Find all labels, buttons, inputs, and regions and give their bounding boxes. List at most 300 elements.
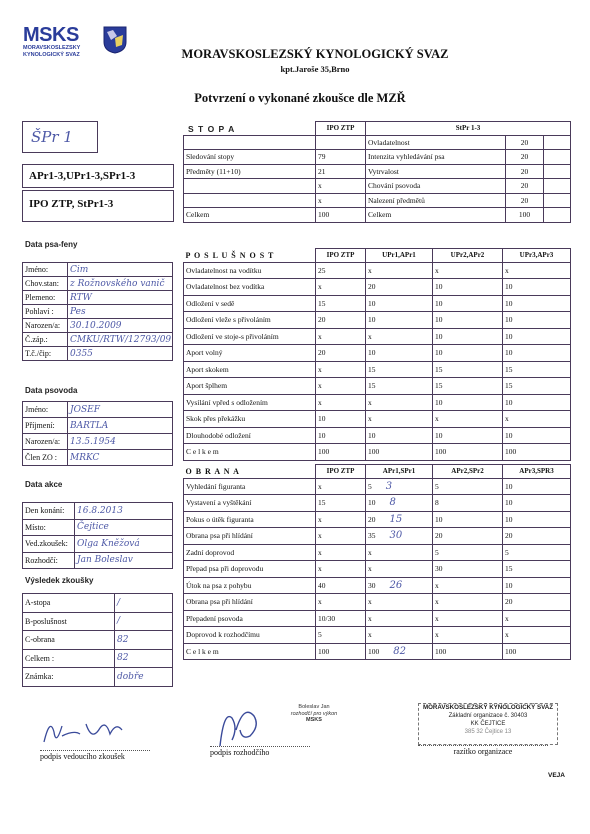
obrana-row [184, 627, 571, 644]
obrana-score: x [316, 544, 366, 561]
obrana-row [184, 610, 571, 627]
sig1-label: podpis vedoucího zkoušek [40, 750, 150, 761]
poslusnost-row [184, 427, 571, 444]
result-table [22, 593, 173, 687]
poslusnost-score: x [503, 411, 571, 428]
stopa-stpr-value: 20 [506, 135, 544, 150]
poslusnost-score: 10 [433, 427, 503, 444]
handler-field-row [23, 402, 173, 418]
stopa-ipo-label: Celkem [184, 208, 316, 223]
obrana-score: x [433, 627, 503, 644]
dog-field-value: RTW [68, 291, 173, 305]
obrana-col-1: IPO ZTP [316, 465, 366, 479]
handler-field-value: BARTLA [68, 418, 173, 434]
obrana-col-2: APr1,SPr1 [366, 465, 433, 479]
dog-section-title: Data psa-feny [25, 240, 78, 249]
handler-field-row [23, 434, 173, 450]
handler-field-value: 13.5.1954 [68, 434, 173, 450]
org-stamp-line-1: MORAVSKOSLEZSKÝ KYNOLOGICKÝ SVAZ [422, 704, 554, 711]
stopa-stpr-label: Celkem [366, 208, 506, 223]
dog-field-label: T.č./čip: [23, 347, 68, 361]
handler-section-title: Data psovoda [25, 386, 78, 395]
obrana-score: 5 [503, 544, 571, 561]
event-section-title: Data akce [25, 480, 63, 489]
obrana-score: x [316, 528, 366, 545]
poslusnost-score: 15 [316, 295, 366, 312]
handler-field-row [23, 450, 173, 466]
obrana-table [183, 464, 571, 660]
poslusnost-score: x [366, 328, 433, 345]
obrana-score: x [433, 577, 503, 594]
obrana-score-handwritten: 30 [389, 530, 403, 542]
org-stamp-line-3: KK ČEJTICE [470, 721, 506, 727]
judge-stamp-line-1: Boleslav Jan [298, 704, 330, 710]
exam-list-1: APr1-3,UPr1-3,SPr1-3 [29, 170, 136, 182]
stopa-stpr-value: 20 [506, 164, 544, 179]
dog-field-row [23, 333, 173, 347]
result-field-row [23, 594, 173, 613]
dog-field-row [23, 347, 173, 361]
judge-stamp [278, 704, 350, 724]
poslusnost-row [184, 444, 571, 461]
stopa-row [184, 208, 571, 223]
stopa-hw-cell [544, 150, 571, 165]
stopa-ipo-label [184, 193, 316, 208]
poslusnost-score: 10 [316, 427, 366, 444]
dog-field-label: Pohlaví : [23, 305, 68, 319]
obrana-row [184, 495, 571, 512]
stopa-ipo-value [316, 135, 366, 150]
stopa-title-cell [184, 122, 316, 136]
obrana-score: 40 [316, 577, 366, 594]
obrana-score: 10 [503, 478, 571, 495]
poslusnost-score: 10 [433, 312, 503, 329]
obrana-exercise: C e l k e m [184, 643, 316, 660]
poslusnost-exercise: Vysílání vpřed s odložením [184, 394, 316, 411]
dog-field-label: Plemeno: [23, 291, 68, 305]
poslusnost-col-1: IPO ZTP [316, 249, 366, 263]
obrana-exercise: Obrana psa při hlídání [184, 594, 316, 611]
dog-field-label: Narozen/a: [23, 319, 68, 333]
poslusnost-row [184, 411, 571, 428]
obrana-score-printed: 30 [368, 580, 376, 590]
stopa-row [184, 135, 571, 150]
event-field-value: Čejtice [75, 519, 173, 536]
dog-field-value: z Rožnovského vanič [68, 277, 173, 291]
dog-field-row [23, 263, 173, 277]
judge-stamp-line-3: MSKS [306, 717, 322, 723]
stopa-title: S T O P A [188, 124, 236, 134]
result-field-label: Známka: [23, 668, 115, 687]
result-field-row [23, 668, 173, 687]
poslusnost-score: 10 [316, 411, 366, 428]
obrana-score-handwritten: 15 [389, 513, 403, 525]
dog-field-value: Cim [68, 263, 173, 277]
poslusnost-score: 10 [433, 345, 503, 362]
poslusnost-title: P O S L U Š N O S T [184, 249, 316, 263]
stopa-row [184, 193, 571, 208]
obrana-score: 100 [316, 643, 366, 660]
stopa-hw-cell [544, 164, 571, 179]
poslusnost-score: 15 [433, 361, 503, 378]
obrana-score: 15 [503, 561, 571, 578]
stopa-hw-cell [544, 193, 571, 208]
poslusnost-row [184, 312, 571, 329]
obrana-row [184, 643, 571, 660]
obrana-score-handwritten: 8 [389, 497, 396, 509]
event-field-label: Rozhodčí: [23, 552, 75, 569]
stopa-ipo-value: x [316, 193, 366, 208]
obrana-exercise: Přepadení psovoda [184, 610, 316, 627]
poslusnost-score: x [503, 262, 571, 279]
poslusnost-score: 20 [316, 345, 366, 362]
result-field-label: B-poslušnost [23, 612, 115, 631]
obrana-exercise: Vyhledání figuranta [184, 478, 316, 495]
poslusnost-score: x [316, 378, 366, 395]
obrana-col-3: APr2,SPr2 [433, 465, 503, 479]
poslusnost-score: 15 [503, 361, 571, 378]
stopa-ipo-label [184, 135, 316, 150]
obrana-score: x [316, 561, 366, 578]
poslusnost-score: 10 [433, 279, 503, 296]
poslusnost-row [184, 262, 571, 279]
obrana-score: x [316, 511, 366, 528]
stopa-hw-cell [544, 208, 571, 223]
poslusnost-score: 10 [366, 345, 433, 362]
handler-field-label: Příjmení: [23, 418, 68, 434]
poslusnost-score: 10 [503, 394, 571, 411]
poslusnost-score: x [316, 361, 366, 378]
poslusnost-score: 15 [366, 361, 433, 378]
obrana-score: x [366, 544, 433, 561]
event-field-row [23, 503, 173, 520]
dog-field-label: Č.záp.: [23, 333, 68, 347]
stopa-ipo-value: 21 [316, 164, 366, 179]
poslusnost-table [183, 248, 571, 461]
poslusnost-score: x [366, 411, 433, 428]
crest-icon [103, 26, 127, 54]
poslusnost-score: x [316, 394, 366, 411]
result-field-value: / [115, 594, 173, 613]
exam-list-box-1 [22, 164, 174, 188]
dog-field-value: 0355 [68, 347, 173, 361]
poslusnost-score: x [433, 411, 503, 428]
event-table [22, 502, 173, 569]
org-name: MORAVSKOSLEZSKÝ KYNOLOGICKÝ SVAZ [181, 47, 449, 61]
obrana-score [366, 643, 433, 660]
poslusnost-exercise: Dlouhodobé odložení [184, 427, 316, 444]
dog-field-value: Pes [68, 305, 173, 319]
exam-list-2: IPO ZTP, StPr1-3 [29, 198, 114, 210]
poslusnost-score: x [366, 262, 433, 279]
obrana-score-handwritten: 82 [393, 645, 406, 657]
poslusnost-col-2: UPr1,APr1 [366, 249, 433, 263]
handler-field-value: JOSEF [68, 402, 173, 418]
result-field-value: 82 [115, 631, 173, 650]
result-field-row [23, 631, 173, 650]
result-field-label: Celkem : [23, 649, 115, 668]
stopa-col-ipo: IPO ZTP [316, 122, 366, 136]
poslusnost-score: x [316, 328, 366, 345]
judge-stamp-line-2: rozhodčí pro výkon [290, 710, 338, 717]
handler-field-value: MRKC [68, 450, 173, 466]
handler-field-label: Jméno: [23, 402, 68, 418]
obrana-score [366, 511, 433, 528]
obrana-score: x [503, 627, 571, 644]
stopa-stpr-value: 20 [506, 193, 544, 208]
poslusnost-score: 25 [316, 262, 366, 279]
result-field-row [23, 649, 173, 668]
poslusnost-score: 10 [503, 312, 571, 329]
poslusnost-score: 15 [366, 378, 433, 395]
poslusnost-exercise: Aport volný [184, 345, 316, 362]
stopa-hw-cell [544, 179, 571, 194]
stopa-ipo-value: 79 [316, 150, 366, 165]
poslusnost-score: 10 [366, 312, 433, 329]
org-stamp [418, 703, 558, 745]
obrana-score: x [316, 478, 366, 495]
poslusnost-row [184, 328, 571, 345]
logo-text: MSKS [23, 24, 79, 46]
stopa-ipo-value: x [316, 179, 366, 194]
stopa-stpr-label: Chování psovoda [366, 179, 506, 194]
poslusnost-exercise: Skok přes překážku [184, 411, 316, 428]
obrana-score: 100 [433, 643, 503, 660]
obrana-score [366, 495, 433, 512]
obrana-score: 20 [503, 528, 571, 545]
event-field-label: Místo: [23, 519, 75, 536]
poslusnost-col-4: UPr3,APr3 [503, 249, 571, 263]
poslusnost-score: 10 [503, 328, 571, 345]
obrana-score: 20 [503, 594, 571, 611]
obrana-row [184, 577, 571, 594]
poslusnost-col-3: UPr2,APr2 [433, 249, 503, 263]
obrana-score: 100 [503, 643, 571, 660]
poslusnost-score: 15 [503, 378, 571, 395]
obrana-score-printed: 35 [368, 531, 376, 541]
poslusnost-score: 10 [503, 345, 571, 362]
poslusnost-row [184, 394, 571, 411]
stopa-stpr-value: 100 [506, 208, 544, 223]
result-field-row [23, 612, 173, 631]
obrana-row [184, 511, 571, 528]
poslusnost-exercise: Ovladatelnost bez vodítka [184, 279, 316, 296]
poslusnost-score: x [366, 394, 433, 411]
poslusnost-exercise: Odložení v sedě [184, 295, 316, 312]
obrana-score: 5 [433, 544, 503, 561]
poslusnost-score: 100 [316, 444, 366, 461]
poslusnost-score: 10 [503, 427, 571, 444]
stopa-ipo-label: Sledování stopy [184, 150, 316, 165]
stopa-ipo-value: 100 [316, 208, 366, 223]
poslusnost-score: 10 [503, 295, 571, 312]
dog-field-label: Chov.stan: [23, 277, 68, 291]
dog-field-label: Jméno: [23, 263, 68, 277]
stopa-stpr-label: Intenzita vyhledávání psa [366, 150, 506, 165]
obrana-score-handwritten: 26 [389, 579, 403, 591]
obrana-exercise: Doprovod k rozhodčímu [184, 627, 316, 644]
poslusnost-row [184, 378, 571, 395]
obrana-score: 30 [433, 561, 503, 578]
org-address: kpt.Jaroše 35,Brno [280, 64, 350, 74]
event-field-value: 16.8.2013 [75, 503, 173, 520]
poslusnost-exercise: Ovladatelnost na vodítku [184, 262, 316, 279]
obrana-row [184, 528, 571, 545]
exam-code-box [22, 121, 98, 153]
obrana-header-row [184, 465, 571, 479]
obrana-exercise: Přepad psa při doprovodu [184, 561, 316, 578]
result-field-label: C-obrana [23, 631, 115, 650]
obrana-score-printed: 5 [368, 481, 372, 491]
obrana-score: x [366, 594, 433, 611]
event-field-value: Olga Kněžová [75, 536, 173, 553]
dog-field-row [23, 291, 173, 305]
obrana-score [366, 478, 433, 495]
doc-title: Potvrzení o vykonané zkoušce dle MZŘ [194, 91, 406, 105]
poslusnost-row [184, 361, 571, 378]
poslusnost-score: 100 [433, 444, 503, 461]
obrana-score-handwritten: 3 [385, 480, 393, 492]
obrana-score [366, 577, 433, 594]
event-field-row [23, 552, 173, 569]
obrana-score: 5 [433, 478, 503, 495]
handler-table [22, 401, 173, 466]
obrana-row [184, 478, 571, 495]
poslusnost-exercise: Odložení ve stoje-s přivoláním [184, 328, 316, 345]
poslusnost-exercise: Aport šplhem [184, 378, 316, 395]
obrana-score: 20 [433, 528, 503, 545]
exam-list-box-2 [22, 190, 174, 222]
obrana-row [184, 544, 571, 561]
obrana-score: 10 [433, 511, 503, 528]
obrana-row [184, 561, 571, 578]
obrana-score: 5 [316, 627, 366, 644]
stamp-label: razítko organizace [418, 745, 548, 756]
result-field-value: / [115, 612, 173, 631]
stopa-row [184, 179, 571, 194]
obrana-col-4: APr3,SPR3 [503, 465, 571, 479]
poslusnost-score: 10 [503, 279, 571, 296]
result-field-value: 82 [115, 649, 173, 668]
exam-code-value: ŠPr 1 [31, 128, 73, 146]
poslusnost-score: 100 [366, 444, 433, 461]
poslusnost-score: x [316, 279, 366, 296]
logo-subtitle-1: MORAVSKOSLEZSKY [23, 45, 81, 51]
obrana-score: x [433, 610, 503, 627]
handler-field-label: Narozen/a: [23, 434, 68, 450]
sig2-label: podpis rozhodčího [210, 746, 310, 757]
dog-field-row [23, 319, 173, 333]
stopa-stpr-label: Vytrvalost [366, 164, 506, 179]
dog-field-row [23, 277, 173, 291]
event-field-value: Jan Boleslav [75, 552, 173, 569]
poslusnost-score: 100 [503, 444, 571, 461]
poslusnost-score: x [433, 262, 503, 279]
logo-subtitle-2: KYNOLOGICKÝ SVAZ [23, 52, 80, 58]
obrana-score: 10 [503, 577, 571, 594]
obrana-score [366, 528, 433, 545]
stopa-table [183, 121, 571, 223]
obrana-score: x [366, 627, 433, 644]
stopa-stpr-value: 20 [506, 150, 544, 165]
poslusnost-score: 10 [433, 394, 503, 411]
poslusnost-score: 10 [433, 295, 503, 312]
obrana-exercise: Pokus o útěk figuranta [184, 511, 316, 528]
result-field-value: dobře [115, 668, 173, 687]
obrana-score-printed: 100 [368, 646, 380, 656]
obrana-score: x [366, 610, 433, 627]
stopa-row [184, 164, 571, 179]
dog-table [22, 262, 173, 361]
poslusnost-header-row [184, 249, 571, 263]
obrana-score: x [366, 561, 433, 578]
poslusnost-score: 10 [366, 427, 433, 444]
obrana-score-printed: 20 [368, 514, 376, 524]
org-stamp-line-2: Základní organizace č. 30403 [448, 713, 528, 719]
stopa-col-stpr: StPr 1-3 [366, 122, 571, 136]
event-field-label: Den konání: [23, 503, 75, 520]
poslusnost-row [184, 295, 571, 312]
msks-logo [23, 24, 143, 64]
poslusnost-score: 15 [433, 378, 503, 395]
obrana-score: 10 [503, 495, 571, 512]
handler-field-row [23, 418, 173, 434]
dog-field-value: 30.10.2009 [68, 319, 173, 333]
event-field-row [23, 536, 173, 553]
result-field-label: A-stopa [23, 594, 115, 613]
obrana-score: x [433, 594, 503, 611]
dog-field-value: CMKU/RTW/12793/09 [68, 333, 173, 347]
obrana-score: 10 [503, 511, 571, 528]
poslusnost-score: 10 [433, 328, 503, 345]
poslusnost-exercise: Odložení vleže s přivoláním [184, 312, 316, 329]
obrana-exercise: Obrana psa při hlídání [184, 528, 316, 545]
obrana-score: 8 [433, 495, 503, 512]
obrana-exercise: Útok na psa z pohybu [184, 577, 316, 594]
poslusnost-score: 10 [366, 295, 433, 312]
handler-field-label: Člen ZO : [23, 450, 68, 466]
signature-2 [210, 700, 270, 750]
obrana-score-printed: 10 [368, 498, 376, 508]
poslusnost-exercise: C e l k e m [184, 444, 316, 461]
veja-mark: VEJA [548, 772, 565, 779]
poslusnost-exercise: Aport skokem [184, 361, 316, 378]
poslusnost-row [184, 279, 571, 296]
stopa-ipo-label: Předměty (11+10) [184, 164, 316, 179]
obrana-score: 10/30 [316, 610, 366, 627]
event-field-label: Ved.zkoušek: [23, 536, 75, 553]
obrana-exercise: Zadní doprovod [184, 544, 316, 561]
org-stamp-line-4: 385 32 Čejtice 13 [464, 729, 512, 735]
poslusnost-row [184, 345, 571, 362]
obrana-score: 15 [316, 495, 366, 512]
poslusnost-score: 20 [366, 279, 433, 296]
stopa-stpr-value: 20 [506, 179, 544, 194]
stopa-ipo-label [184, 179, 316, 194]
stopa-row [184, 150, 571, 165]
poslusnost-score: 20 [316, 312, 366, 329]
obrana-score: x [503, 610, 571, 627]
stopa-stpr-label: Ovladatelnost [366, 135, 506, 150]
obrana-exercise: Vystavení a vyštěkání [184, 495, 316, 512]
dog-field-row [23, 305, 173, 319]
stopa-hw-cell [544, 135, 571, 150]
stopa-header-row [184, 122, 571, 136]
event-field-row [23, 519, 173, 536]
obrana-row [184, 594, 571, 611]
obrana-score: x [316, 594, 366, 611]
stopa-stpr-label: Nalezení předmětů [366, 193, 506, 208]
